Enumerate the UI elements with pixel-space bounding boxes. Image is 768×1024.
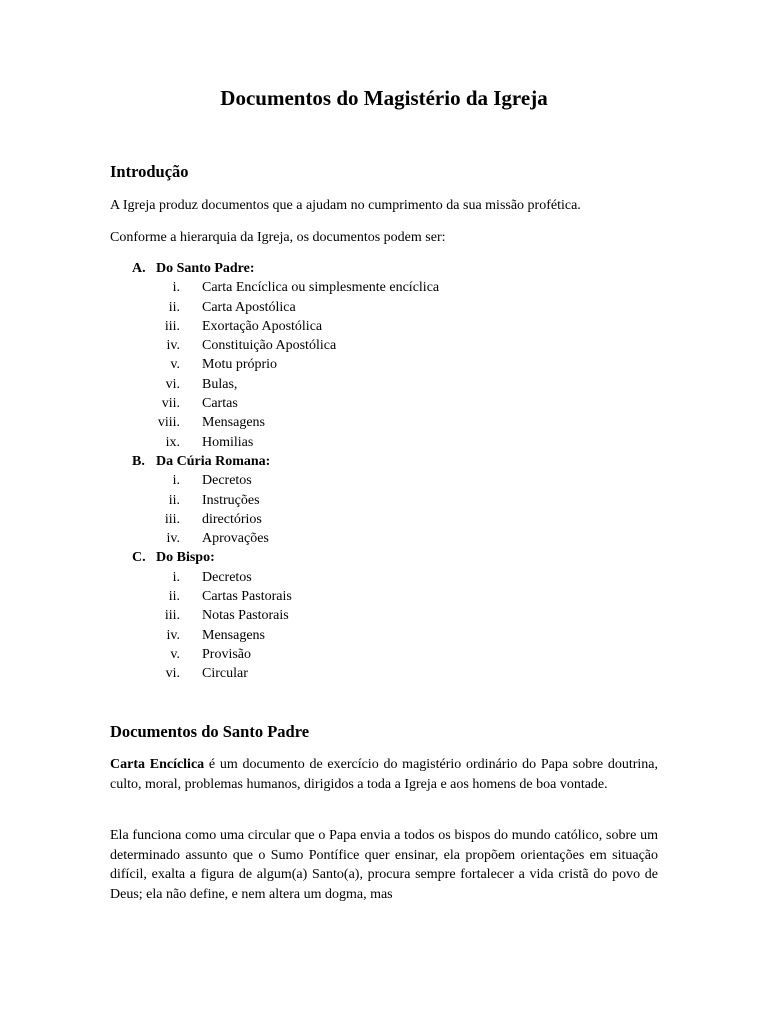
outline-section-label: Do Santo Padre: [156,261,255,276]
hierarchy-outline [110,259,670,684]
outline-item-label: directórios [202,511,262,527]
outline-item [110,471,670,490]
outline-item-label: Exortação Apostólica [202,318,323,334]
outline-item-label: Provisão [202,646,251,662]
outline-item [110,645,670,664]
outline-item [110,568,670,587]
outline-item [110,394,670,413]
outline-section-letter: A. [132,261,146,276]
santo-padre-heading: Documentos do Santo Padre [110,722,310,741]
outline-item-number: ii. [168,492,180,508]
outline-item-label: Constituição Apostólica [202,338,337,354]
outline-item-number: iv. [166,531,180,547]
outline-item-label: Carta Apostólica [202,299,296,315]
outline-item-number: i. [172,280,180,296]
outline-item-label: Instruções [202,492,260,508]
intro-paragraph-1: A Igreja produz documentos que a ajudam no cumprimento da sua missão profética. [110,198,581,213]
outline-item-label: Motu próprio [202,357,278,373]
intro-paragraph-2: Conforme a hierarquia da Igreja, os documentos podem ser: [110,230,446,245]
outline-item-number: v. [170,646,180,662]
carta-enciclica-paragraph [110,755,658,794]
outline-item-label: Mensagens [202,627,265,643]
outline-section-label: Do Bispo: [156,550,215,566]
outline-item-label: Decretos [202,569,252,585]
carta-enciclica-term: Carta Encíclica [110,757,205,772]
outline-item [110,664,670,683]
outline-item-number: ii. [168,589,180,605]
outline-item [110,298,670,317]
outline-section [110,452,670,471]
outline-item [110,375,670,394]
outline-item [110,317,670,336]
outline-item-number: iv. [166,338,180,354]
outline-item [110,529,670,548]
outline-section [110,259,670,278]
outline-item-label: Mensagens [202,415,265,431]
outline-section-letter: B. [132,453,145,469]
outline-item [110,510,670,529]
outline-item-number: iii. [164,318,180,334]
outline-item [110,433,670,452]
outline-section-label: Da Cúria Romana: [156,453,271,469]
outline-item-label: Circular [202,666,248,682]
outline-item-label: Cartas [202,396,238,412]
outline-item-number: vi. [165,666,180,682]
outline-item-label: Decretos [202,473,252,489]
outline-section [110,548,670,567]
intro-heading: Introdução [110,162,189,181]
outline-item-number: v. [170,357,180,373]
outline-item-number: vi. [165,376,180,392]
outline-item [110,606,670,625]
outline-item [110,413,670,432]
outline-item-number: iii. [164,608,180,624]
outline-item-number: ix. [165,434,180,450]
outline-item-number: iv. [166,627,180,643]
outline-item-label: Cartas Pastorais [202,589,292,605]
page-title: Documentos do Magistério da Igreja [220,86,548,110]
outline-item-label: Bulas, [202,376,238,392]
outline-item [110,626,670,645]
carta-enciclica-definition: é um documento de exercício do magistério ordinário do Papa sobre doutrina, culto, moral, problemas humanos, dirigidos a toda a Igreja e aos homens de boa vontade. [110,757,658,792]
outline-item [110,491,670,510]
outline-item-number: ii. [168,299,180,315]
circular-paragraph: Ela funciona como uma circular que o Papa envia a todos os bispos do mundo católico, sobre um determinado assunto que o Sumo Pontífice quer ensinar, ela propõem orientações em situação difícil, exalta a figura de algum(a) Santo(a), procura sempre fortalecer a vida cristã do povo de Deus; ela não define, e nem altera um dogma, mas [110,828,658,902]
outline-item [110,336,670,355]
outline-item [110,587,670,606]
outline-item [110,278,670,297]
outline-item-number: i. [172,569,180,585]
outline-item-label: Carta Encíclica ou simplesmente encíclica [202,280,440,296]
outline-item-number: vii. [161,396,180,412]
outline-item-label: Notas Pastorais [202,608,289,624]
outline-item-number: iii. [164,511,180,527]
outline-item-label: Aprovações [202,531,269,547]
outline-item [110,355,670,374]
outline-item-label: Homilias [202,434,254,450]
outline-item-number: viii. [157,415,180,431]
outline-item-number: i. [172,473,180,489]
outline-section-letter: C. [132,550,146,566]
